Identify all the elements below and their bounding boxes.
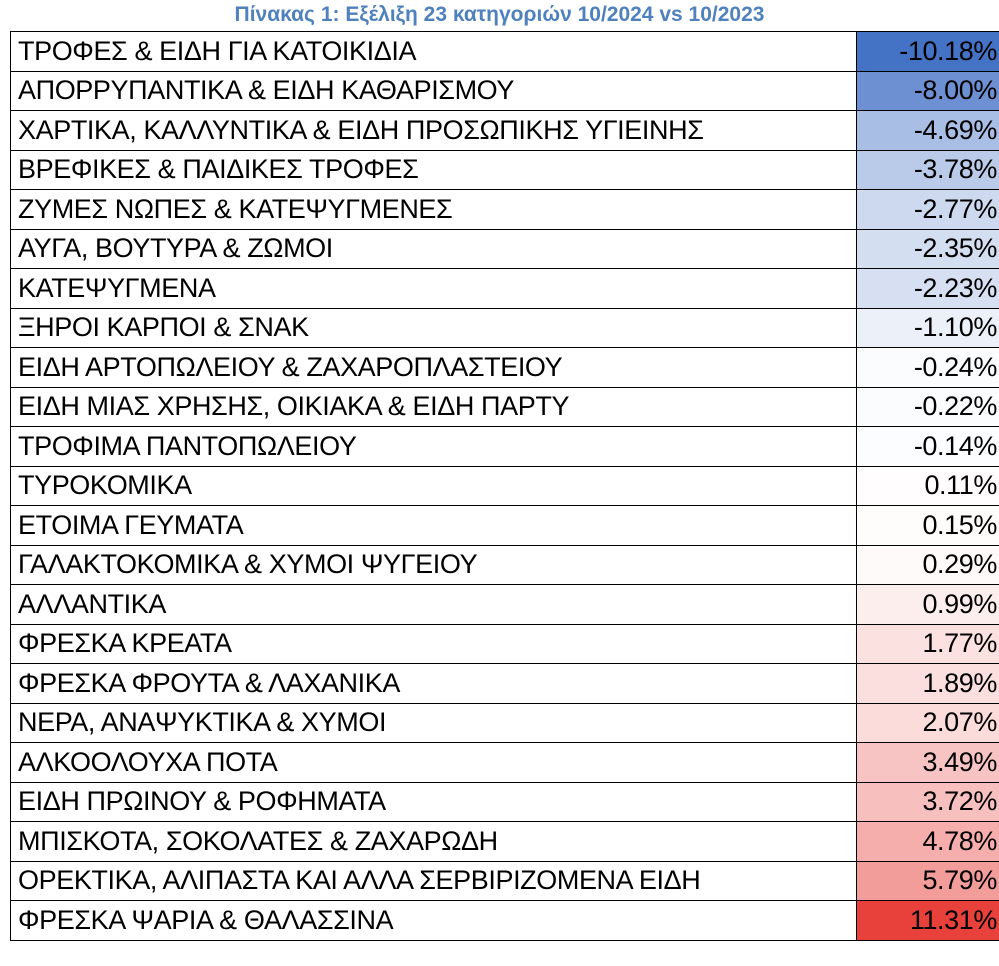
change-value-cell: -0.22% xyxy=(857,387,999,427)
change-value-cell: 0.15% xyxy=(857,506,999,546)
change-value-cell: -3.78% xyxy=(857,150,999,190)
table-row xyxy=(11,150,999,190)
change-value-cell: 0.11% xyxy=(857,466,999,506)
table-row xyxy=(11,111,999,151)
category-cell: ΦΡΕΣΚΑ ΚΡΕΑΤΑ xyxy=(11,624,857,664)
category-cell: ΤΥΡΟΚΟΜΙΚΑ xyxy=(11,466,857,506)
table-row xyxy=(11,901,999,941)
table-row xyxy=(11,743,999,783)
category-cell: ΕΙΔΗ ΜΙΑΣ ΧΡΗΣΗΣ, ΟΙΚΙΑΚΑ & ΕΙΔΗ ΠΑΡΤΥ xyxy=(11,387,857,427)
change-value-cell: -1.10% xyxy=(857,308,999,348)
category-cell: ΕΤΟΙΜΑ ΓΕΥΜΑΤΑ xyxy=(11,506,857,546)
table-row xyxy=(11,822,999,862)
table-row xyxy=(11,71,999,111)
change-value-cell: 1.89% xyxy=(857,664,999,704)
table-row xyxy=(11,703,999,743)
change-value-cell: -10.18% xyxy=(857,32,999,72)
category-cell: ΑΛΚΟΟΛΟΥΧΑ ΠΟΤΑ xyxy=(11,743,857,783)
category-cell: ΝΕΡΑ, ΑΝΑΨΥΚΤΙΚΑ & ΧΥΜΟΙ xyxy=(11,703,857,743)
table-row xyxy=(11,624,999,664)
table-row xyxy=(11,348,999,388)
table-row xyxy=(11,190,999,230)
table-row xyxy=(11,861,999,901)
category-cell: ΖΥΜΕΣ ΝΩΠΕΣ & ΚΑΤΕΨΥΓΜΕΝΕΣ xyxy=(11,190,857,230)
change-value-cell: 3.72% xyxy=(857,782,999,822)
change-value-cell: 3.49% xyxy=(857,743,999,783)
category-cell: ΒΡΕΦΙΚΕΣ & ΠΑΙΔΙΚΕΣ ΤΡΟΦΕΣ xyxy=(11,150,857,190)
table-row xyxy=(11,427,999,467)
category-cell: ΧΑΡΤΙΚΑ, ΚΑΛΛΥΝΤΙΚΑ & ΕΙΔΗ ΠΡΟΣΩΠΙΚΗΣ ΥΓΙΕΙΝΗΣ xyxy=(11,111,857,151)
table-row xyxy=(11,32,999,72)
change-value-cell: -0.24% xyxy=(857,348,999,388)
category-cell: ΦΡΕΣΚΑ ΦΡΟΥΤΑ & ΛΑΧΑΝΙΚΑ xyxy=(11,664,857,704)
category-cell: ΦΡΕΣΚΑ ΨΑΡΙΑ & ΘΑΛΑΣΣΙΝΑ xyxy=(11,901,857,941)
category-cell: ΤΡΟΦΙΜΑ ΠΑΝΤΟΠΩΛΕΙΟΥ xyxy=(11,427,857,467)
category-cell: ΑΠΟΡΡΥΠΑΝΤΙΚΑ & ΕΙΔΗ ΚΑΘΑΡΙΣΜΟΥ xyxy=(11,71,857,111)
change-value-cell: -4.69% xyxy=(857,111,999,151)
table-row xyxy=(11,664,999,704)
category-cell: ΑΥΓΑ, ΒΟΥΤΥΡΑ & ΖΩΜΟΙ xyxy=(11,229,857,269)
category-cell: ΚΑΤΕΨΥΓΜΕΝΑ xyxy=(11,269,857,309)
change-value-cell: 5.79% xyxy=(857,861,999,901)
table-body xyxy=(11,32,999,941)
change-value-cell: 2.07% xyxy=(857,703,999,743)
table-row xyxy=(11,585,999,625)
change-value-cell: -2.23% xyxy=(857,269,999,309)
category-cell: ΓΑΛΑΚΤΟΚΟΜΙΚΑ & ΧΥΜΟΙ ΨΥΓΕΙΟΥ xyxy=(11,545,857,585)
table-row xyxy=(11,387,999,427)
change-value-cell: -0.14% xyxy=(857,427,999,467)
table-row xyxy=(11,782,999,822)
table-row xyxy=(11,308,999,348)
category-cell: ΜΠΙΣΚΟΤΑ, ΣΟΚΟΛΑΤΕΣ & ΖΑΧΑΡΩΔΗ xyxy=(11,822,857,862)
category-change-table xyxy=(10,31,999,941)
category-cell: ΕΙΔΗ ΑΡΤΟΠΩΛΕΙΟΥ & ΖΑΧΑΡΟΠΛΑΣΤΕΙΟΥ xyxy=(11,348,857,388)
change-value-cell: 11.31% xyxy=(857,901,999,941)
category-cell: ΕΙΔΗ ΠΡΩΙΝΟΥ & ΡΟΦΗΜΑΤΑ xyxy=(11,782,857,822)
table-row xyxy=(11,506,999,546)
table-row xyxy=(11,545,999,585)
table-row xyxy=(11,466,999,506)
change-value-cell: 4.78% xyxy=(857,822,999,862)
category-cell: ΤΡΟΦΕΣ & ΕΙΔΗ ΓΙΑ ΚΑΤΟΙΚΙΔΙΑ xyxy=(11,32,857,72)
category-cell: ΟΡΕΚΤΙΚΑ, ΑΛΙΠΑΣΤΑ ΚΑΙ ΑΛΛΑ ΣΕΡΒΙΡΙΖΟΜΕΝΑ ΕΙΔΗ xyxy=(11,861,857,901)
change-value-cell: 0.99% xyxy=(857,585,999,625)
change-value-cell: -2.35% xyxy=(857,229,999,269)
change-value-cell: -2.77% xyxy=(857,190,999,230)
category-cell: ΞΗΡΟΙ ΚΑΡΠΟΙ & ΣΝΑΚ xyxy=(11,308,857,348)
table-row xyxy=(11,229,999,269)
change-value-cell: -8.00% xyxy=(857,71,999,111)
table-row xyxy=(11,269,999,309)
change-value-cell: 0.29% xyxy=(857,545,999,585)
table-title: Πίνακας 1: Εξέλιξη 23 κατηγοριών 10/2024 vs 10/2023 xyxy=(234,3,765,26)
category-cell: ΑΛΛΑΝΤΙΚΑ xyxy=(11,585,857,625)
change-value-cell: 1.77% xyxy=(857,624,999,664)
